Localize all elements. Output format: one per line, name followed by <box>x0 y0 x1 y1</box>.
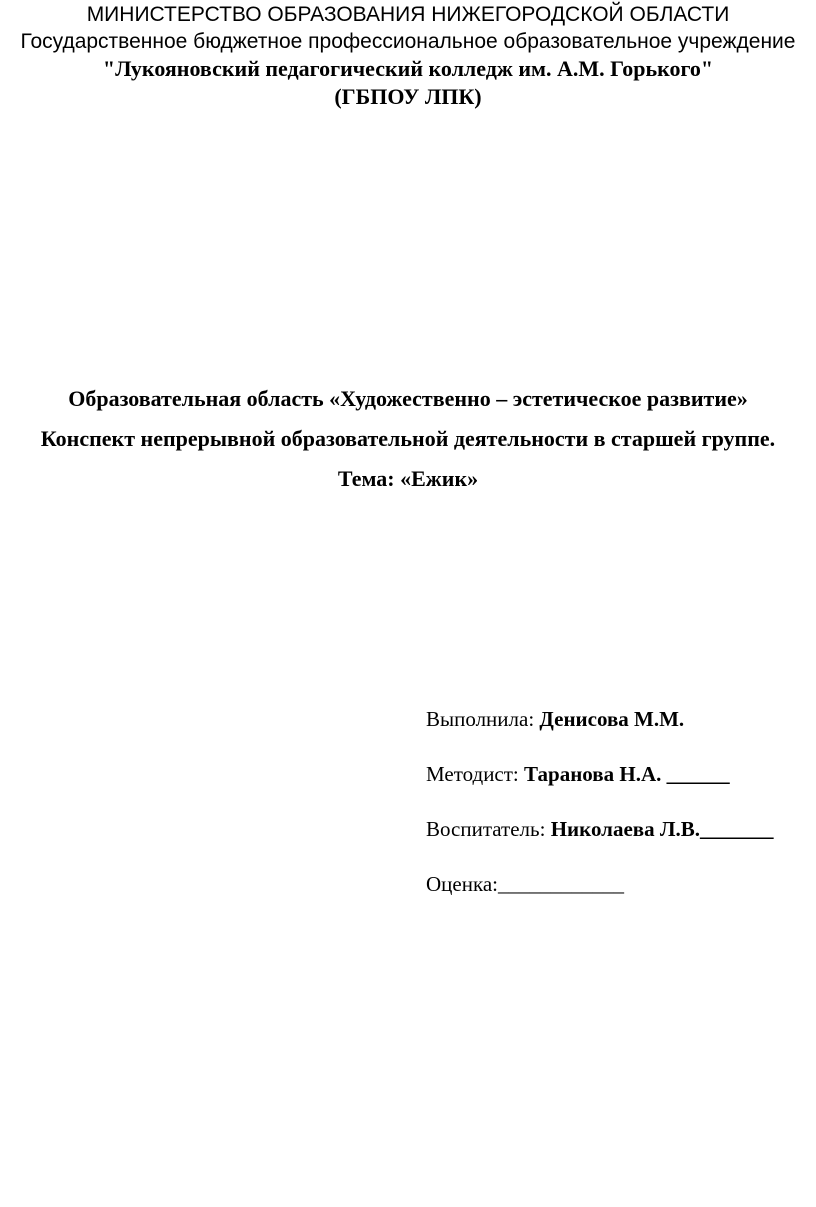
signature-teacher-value: Николаева Л.В._______ <box>550 817 774 841</box>
lesson-summary-title: Конспект непрерывной образовательной деятельности в старшей группе. <box>40 426 776 451</box>
signature-performed <box>426 706 684 732</box>
signature-performed-label: Выполнила: <box>426 707 540 731</box>
signature-grade-line: ____________ <box>498 872 625 896</box>
signature-grade-label: Оценка: <box>426 872 499 896</box>
signature-methodist-value: Таранова Н.А. ______ <box>524 762 730 786</box>
ministry-heading: МИНИСТЕРСТВО ОБРАЗОВАНИЯ НИЖЕГОРОДСКОЙ ОБЛАСТИ <box>86 3 730 26</box>
signature-methodist-label: Методист: <box>426 762 525 786</box>
signature-teacher-label: Воспитатель: <box>426 817 551 841</box>
signature-teacher <box>426 816 774 842</box>
college-name: "Лукояновский педагогический колледж им. А.М. Горького" <box>102 56 714 81</box>
signature-grade <box>426 871 624 897</box>
signature-performed-value: Денисова М.М. <box>539 707 685 731</box>
college-abbreviation: (ГБПОУ ЛПК) <box>334 84 482 109</box>
educational-area: Образовательная область «Художественно – эстетическое развитие» <box>68 386 748 411</box>
signature-methodist <box>426 761 730 787</box>
institution-type: Государственное бюджетное профессиональное образовательное учреждение <box>20 30 796 53</box>
lesson-topic: Тема: «Ежик» <box>337 466 479 491</box>
